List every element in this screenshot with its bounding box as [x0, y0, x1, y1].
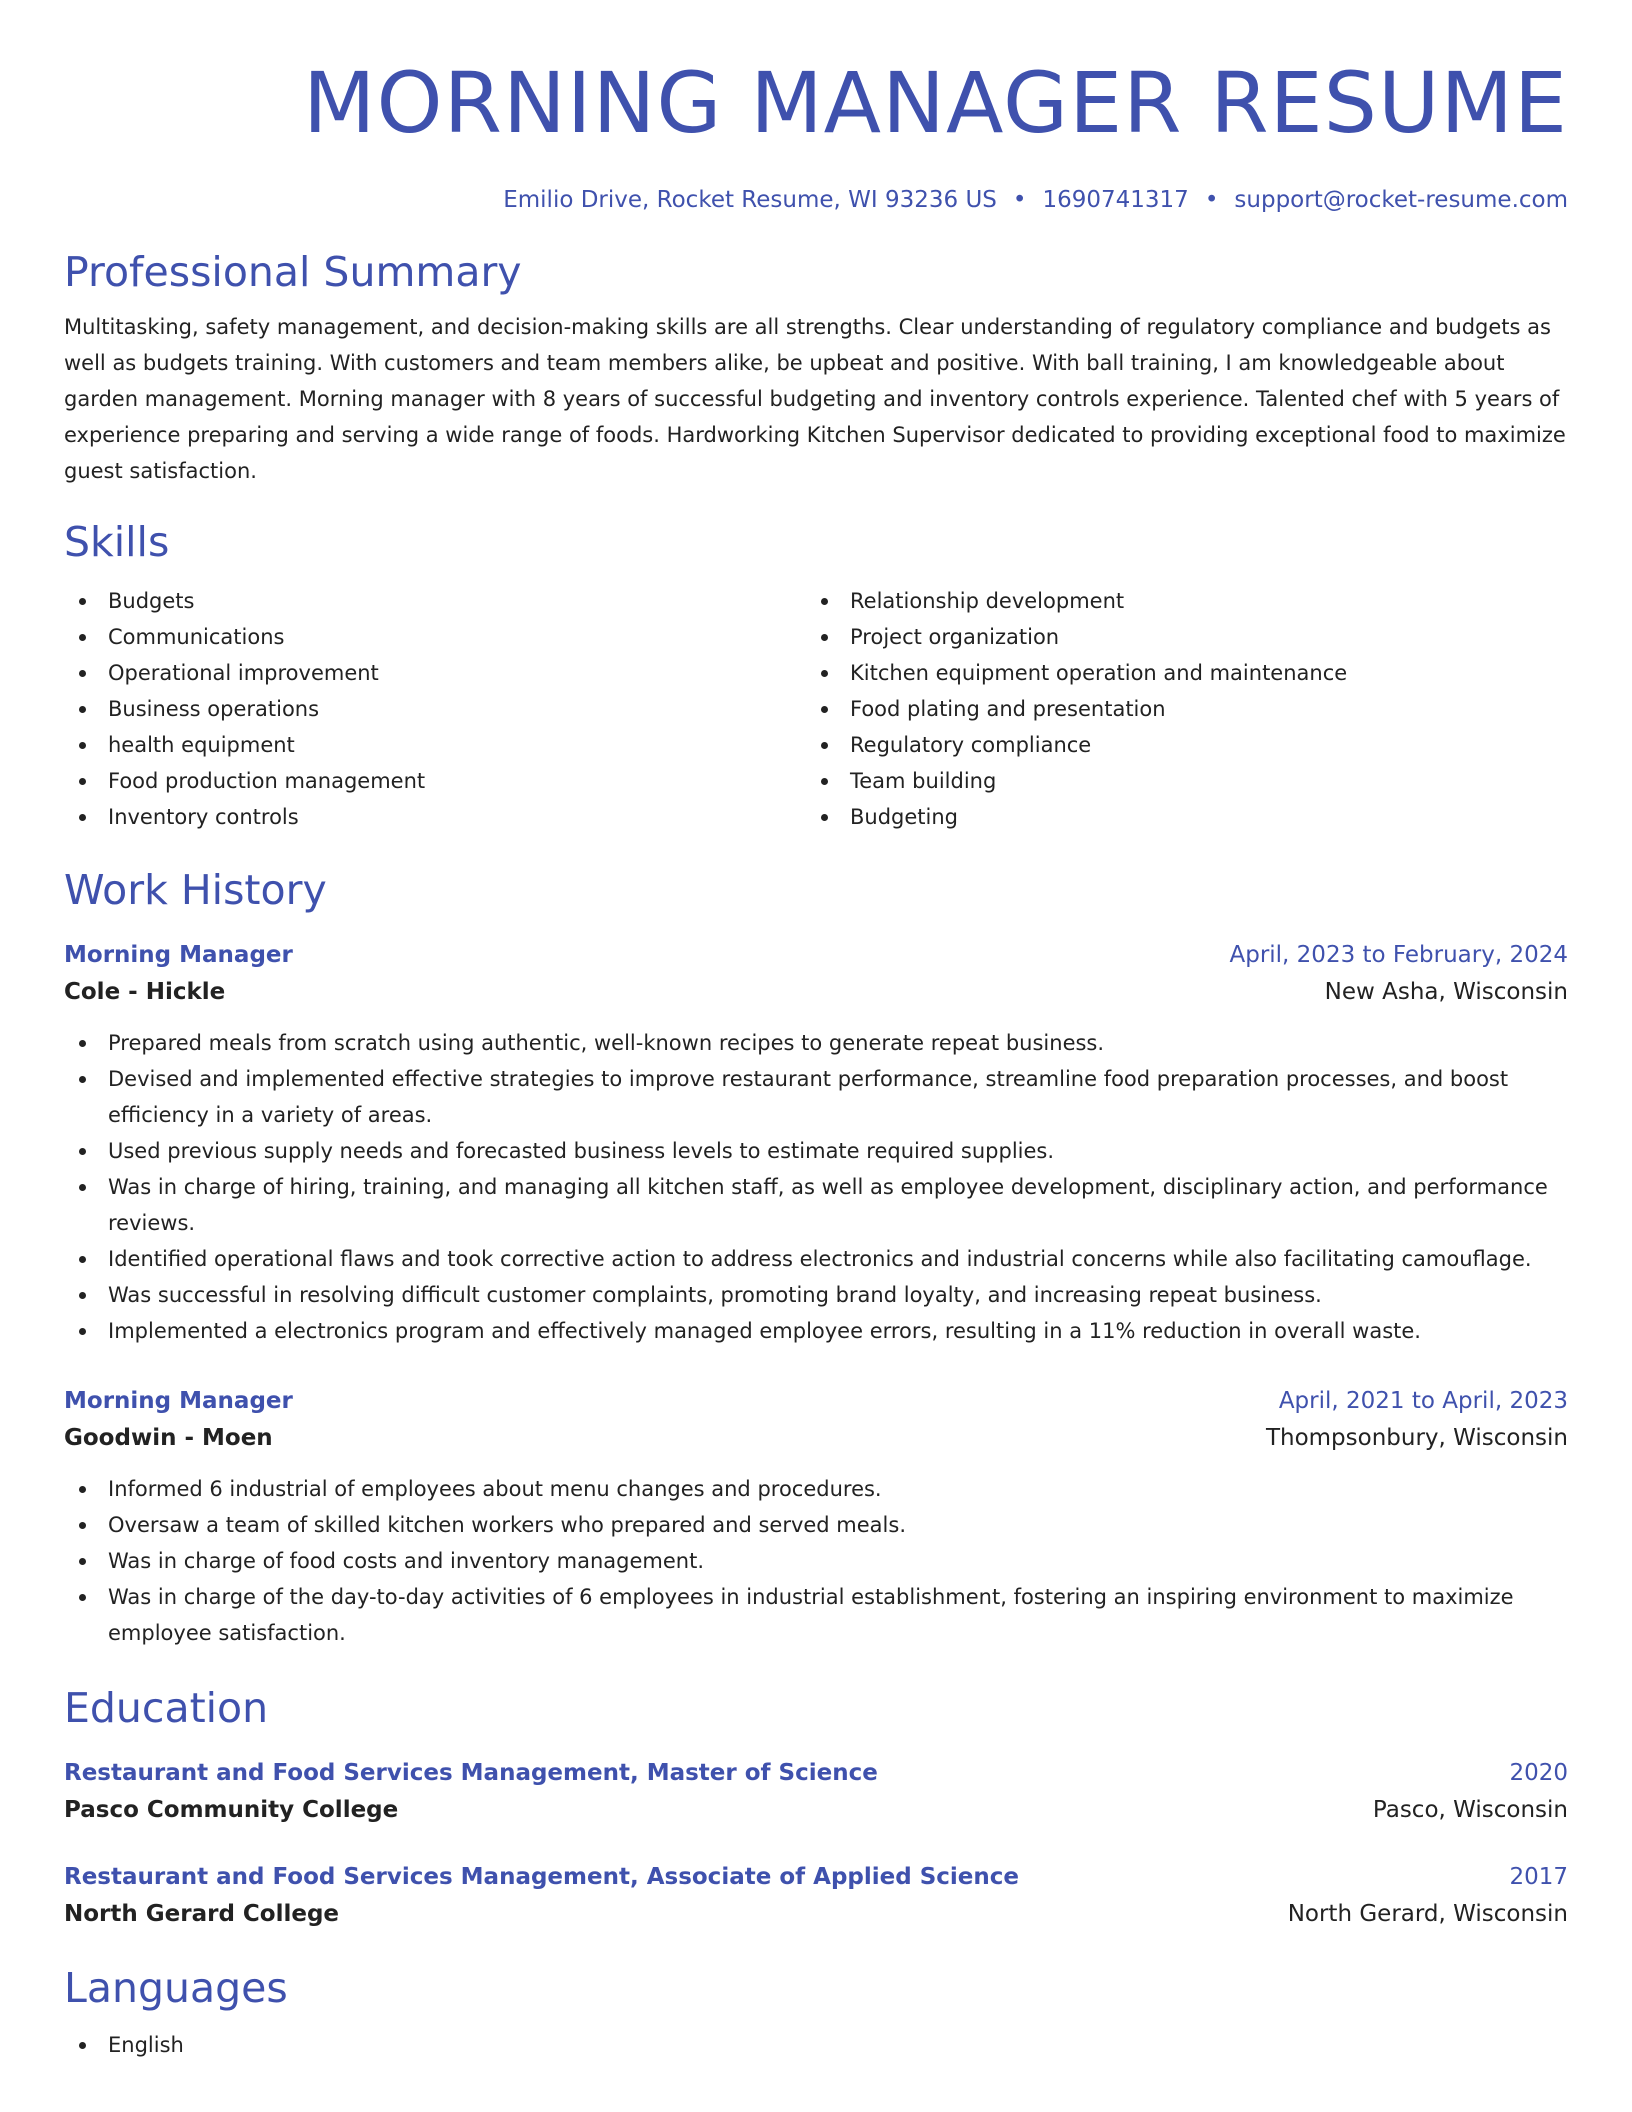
summary-heading: Professional Summary	[64, 248, 522, 296]
education-heading: Education	[64, 1684, 269, 1732]
job-role: Morning Manager	[64, 942, 293, 968]
job-bullet: Was in charge of the day-to-day activities of 6 employees in industrial establishment, fostering an inspiring environment to maximize employee satisfaction.	[64, 1579, 1568, 1651]
education-entry	[64, 1755, 1568, 1829]
education-school-row	[64, 1791, 1568, 1829]
language-item: English	[64, 2027, 1568, 2063]
job-location: New Asha, Wisconsin	[1324, 979, 1568, 1005]
job-company-row	[64, 973, 1568, 1011]
skill-item: Project organization	[806, 619, 1548, 655]
skill-item: Regulatory compliance	[806, 727, 1548, 763]
skill-item: Food plating and presentation	[806, 691, 1548, 727]
skill-item: Relationship development	[806, 583, 1548, 619]
education-location: Pasco, Wisconsin	[1372, 1797, 1568, 1823]
job-bullet: Used previous supply needs and forecasted business levels to estimate required supplies.	[64, 1133, 1568, 1169]
work-history-heading: Work History	[64, 866, 327, 914]
education-entry	[64, 1859, 1568, 1933]
skill-item: Business operations	[64, 691, 806, 727]
job-company-row	[64, 1419, 1568, 1457]
education-year: 2020	[1509, 1760, 1568, 1786]
education-school-row	[64, 1895, 1568, 1933]
job-bullets	[64, 1471, 1568, 1651]
education-year: 2017	[1509, 1864, 1568, 1890]
resume-title: MORNING MANAGER RESUME	[303, 54, 1568, 152]
contact-address: Emilio Drive, Rocket Resume, WI 93236 US	[503, 187, 997, 213]
job-company: Cole - Hickle	[64, 979, 226, 1005]
skill-item: Budgets	[64, 583, 806, 619]
contact-separator: •	[1204, 187, 1219, 213]
job-dates: April, 2023 to February, 2024	[1229, 942, 1568, 968]
education-degree: Restaurant and Food Services Management, Master of Science	[64, 1760, 878, 1786]
job-bullet: Informed 6 industrial of employees about menu changes and procedures.	[64, 1471, 1568, 1507]
job-bullets	[64, 1025, 1568, 1349]
job-bullet: Was in charge of food costs and inventory management.	[64, 1543, 1568, 1579]
contact-separator: •	[1012, 187, 1027, 213]
contact-phone: 1690741317	[1042, 187, 1189, 213]
job-bullet: Identified operational flaws and took corrective action to address electronics and industrial concerns while also facilitating camouflage.	[64, 1241, 1568, 1277]
languages-list	[64, 2027, 1568, 2063]
education-school: Pasco Community College	[64, 1797, 399, 1823]
skill-item: Food production management	[64, 763, 806, 799]
job-header-row	[64, 937, 1568, 973]
skill-item: Inventory controls	[64, 799, 806, 835]
skill-item: Kitchen equipment operation and maintenance	[806, 655, 1548, 691]
skill-item: Communications	[64, 619, 806, 655]
job-company: Goodwin - Moen	[64, 1425, 273, 1451]
job-entry	[64, 1383, 1568, 1651]
job-dates: April, 2021 to April, 2023	[1278, 1388, 1568, 1414]
skill-item: Operational improvement	[64, 655, 806, 691]
job-bullet: Implemented a electronics program and effectively managed employee errors, resulting in a 11% reduction in overall waste.	[64, 1313, 1568, 1349]
skills-column-left	[64, 583, 806, 835]
job-entry	[64, 937, 1568, 1349]
summary-text: Multitasking, safety management, and decision-making skills are all strengths. Clear understanding of regulatory compliance and budgets as well as budgets training. With customers and team members alike, be upbeat and positive. With ball training, I am knowledgeable about garden management. Morning manager with 8 years of successful budgeting and inventory controls experience. Talented chef with 5 years of experience preparing and serving a wide range of foods. Hardworking Kitchen Supervisor dedicated to providing exceptional food to maximize guest satisfaction.	[64, 315, 1566, 483]
education-degree: Restaurant and Food Services Management, Associate of Applied Science	[64, 1864, 1019, 1890]
job-bullet: Was successful in resolving difficult customer complaints, promoting brand loyalty, and increasing repeat business.	[64, 1277, 1568, 1313]
job-role: Morning Manager	[64, 1388, 293, 1414]
contact-email: support@rocket-resume.com	[1234, 187, 1568, 213]
job-location: Thompsonbury, Wisconsin	[1265, 1425, 1568, 1451]
education-school: North Gerard College	[64, 1901, 340, 1927]
job-bullet: Was in charge of hiring, training, and managing all kitchen staff, as well as employee development, disciplinary action, and performance reviews.	[64, 1169, 1568, 1241]
skills-grid	[64, 583, 1568, 835]
education-header-row	[64, 1859, 1568, 1895]
education-location: North Gerard, Wisconsin	[1287, 1901, 1568, 1927]
job-header-row	[64, 1383, 1568, 1419]
job-bullet: Devised and implemented effective strategies to improve restaurant performance, streamline food preparation processes, and boost efficiency in a variety of areas.	[64, 1061, 1568, 1133]
job-bullet: Prepared meals from scratch using authentic, well-known recipes to generate repeat business.	[64, 1025, 1568, 1061]
languages-heading: Languages	[64, 1964, 288, 2012]
education-header-row	[64, 1755, 1568, 1791]
skills-column-right	[806, 583, 1548, 835]
skill-item: health equipment	[64, 727, 806, 763]
contact-line	[64, 185, 1568, 215]
skills-heading: Skills	[64, 518, 170, 566]
skill-item: Budgeting	[806, 799, 1548, 835]
job-bullet: Oversaw a team of skilled kitchen workers who prepared and served meals.	[64, 1507, 1568, 1543]
skill-item: Team building	[806, 763, 1548, 799]
